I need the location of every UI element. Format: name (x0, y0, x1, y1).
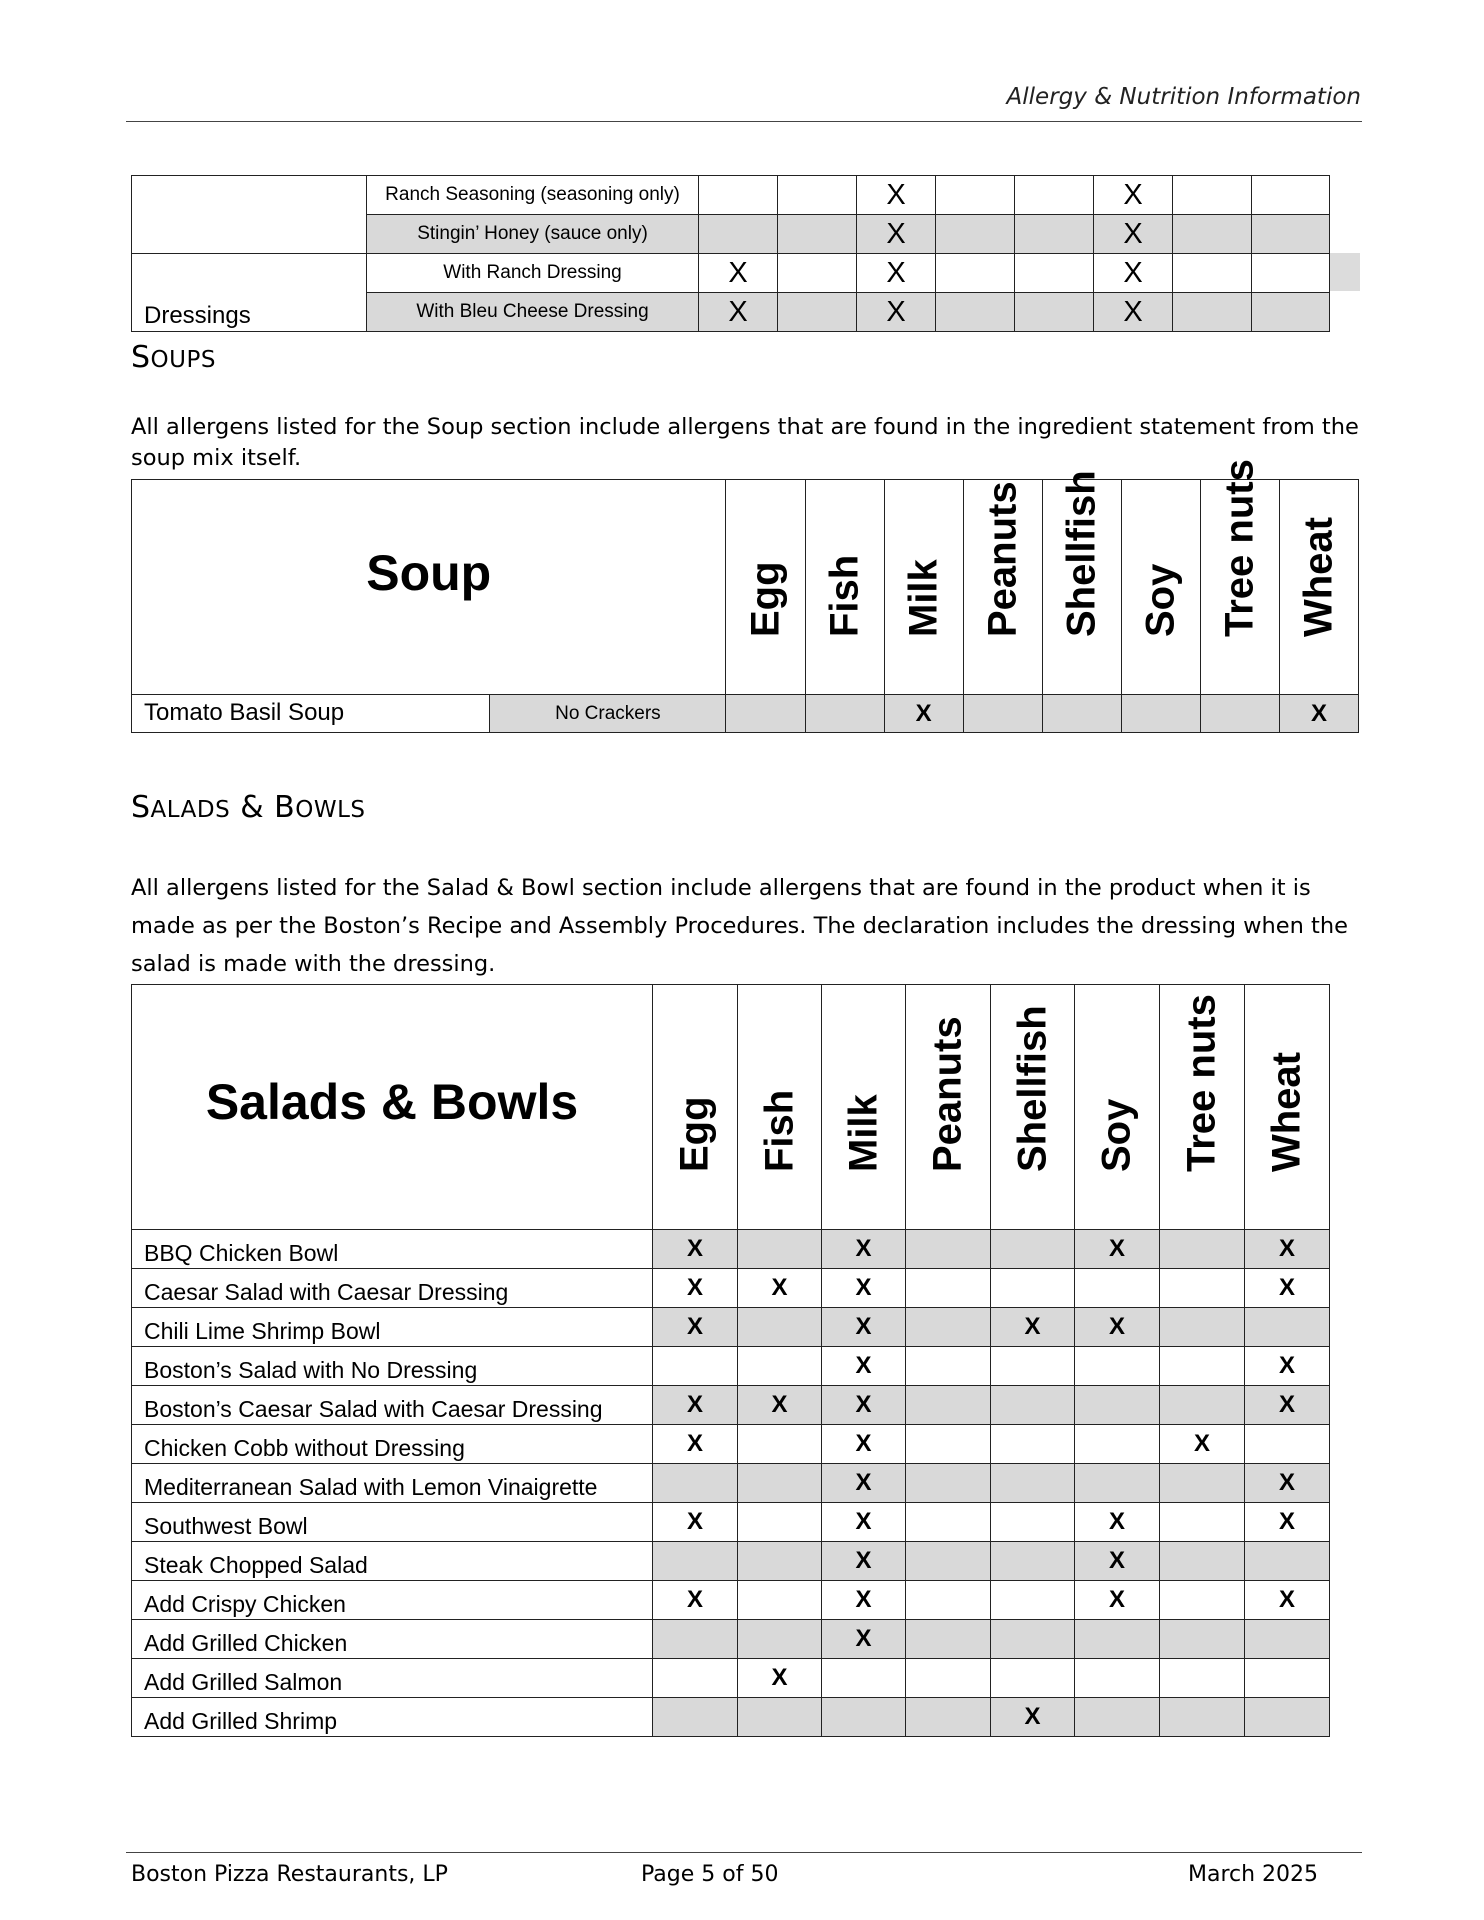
allergen-mark-soy (1075, 1698, 1160, 1737)
allergen-mark-egg (653, 1347, 738, 1386)
table-row (132, 1230, 1330, 1269)
allergen-mark-fish (778, 254, 857, 293)
allergen-mark-peanuts (906, 1581, 991, 1620)
allergen-mark-shellfish: X (991, 1308, 1075, 1347)
allergen-mark-tree-nuts (1160, 1464, 1245, 1503)
salad-item-label: Add Grilled Chicken (132, 1620, 653, 1659)
allergen-mark-shellfish (991, 1230, 1075, 1269)
allergen-mark-wheat: X (1245, 1464, 1330, 1503)
allergen-header-label: Shellfish (1010, 1005, 1054, 1172)
allergen-mark-tree-nuts (1160, 1542, 1245, 1581)
salad-item-label: Southwest Bowl (132, 1503, 653, 1542)
allergen-header-label: Milk (841, 1094, 885, 1172)
soups-description: All allergens listed for the Soup section include allergens that are found in the ingredient statement from the soup mix itself. (131, 414, 1359, 471)
allergen-mark-wheat (1245, 1542, 1330, 1581)
table-row (132, 1425, 1330, 1464)
allergen-mark-shellfish (1015, 254, 1094, 293)
allergen-mark-wheat (1252, 293, 1330, 332)
allergen-mark-tree-nuts (1160, 1659, 1245, 1698)
top-allergen-table (131, 175, 1330, 332)
allergen-mark-wheat: X (1245, 1503, 1330, 1542)
allergen-mark-tree-nuts (1200, 695, 1279, 733)
soup-header-fish (805, 480, 884, 695)
table-row (132, 1581, 1330, 1620)
allergen-mark-shellfish (991, 1425, 1075, 1464)
allergen-header-label: Wheat (1296, 517, 1341, 637)
allergen-mark-egg: X (653, 1503, 738, 1542)
allergen-mark-milk: X (857, 254, 936, 293)
allergen-mark-egg: X (653, 1308, 738, 1347)
allergen-mark-soy: X (1094, 176, 1173, 215)
allergen-mark-fish (778, 293, 857, 332)
salads-header-peanuts (906, 985, 991, 1230)
table-row (132, 254, 1330, 293)
allergen-mark-soy: X (1094, 293, 1173, 332)
allergen-mark-shellfish: X (991, 1698, 1075, 1737)
allergen-mark-peanuts (906, 1620, 991, 1659)
allergen-mark-fish: X (738, 1386, 822, 1425)
table-row (132, 176, 1330, 215)
salad-item-label: Mediterranean Salad with Lemon Vinaigrette (132, 1464, 653, 1503)
allergen-mark-peanuts (906, 1659, 991, 1698)
salad-item-label: Steak Chopped Salad (132, 1542, 653, 1581)
allergen-mark-wheat: X (1245, 1347, 1330, 1386)
allergen-mark-wheat: X (1245, 1581, 1330, 1620)
allergen-mark-fish (738, 1464, 822, 1503)
allergen-mark-milk: X (857, 293, 936, 332)
allergen-mark-tree-nuts (1160, 1386, 1245, 1425)
allergen-mark-shellfish (991, 1581, 1075, 1620)
allergen-mark-shellfish (1015, 293, 1094, 332)
allergen-mark-peanuts (906, 1269, 991, 1308)
allergen-mark-shellfish (991, 1269, 1075, 1308)
soup-item-option: No Crackers (490, 695, 726, 733)
allergen-mark-soy (1121, 695, 1200, 733)
allergen-mark-milk: X (822, 1503, 906, 1542)
allergen-mark-soy: X (1075, 1581, 1160, 1620)
allergen-mark-wheat (1245, 1425, 1330, 1464)
allergen-mark-milk: X (822, 1347, 906, 1386)
allergen-mark-milk: X (822, 1620, 906, 1659)
allergen-mark-soy (1075, 1386, 1160, 1425)
allergen-mark-egg (653, 1659, 738, 1698)
allergen-mark-milk: X (822, 1269, 906, 1308)
allergen-mark-soy (1075, 1425, 1160, 1464)
allergen-mark-peanuts (906, 1386, 991, 1425)
allergen-mark-shellfish (991, 1347, 1075, 1386)
salads-description: All allergens listed for the Salad & Bowl section include allergens that are found in the product when it is made as per the Boston’s Recipe and Assembly Procedures. The declaration includes the dressing when the salad is made with the dressing. (131, 875, 1348, 977)
allergen-mark-egg: X (653, 1425, 738, 1464)
allergen-mark-egg: X (653, 1581, 738, 1620)
allergen-mark-wheat (1245, 1698, 1330, 1737)
salad-item-label: BBQ Chicken Bowl (132, 1230, 653, 1269)
allergen-header-label: Soy (1138, 563, 1183, 637)
table-row (132, 1659, 1330, 1698)
allergen-mark-milk (822, 1698, 906, 1737)
allergen-mark-wheat: X (1245, 1386, 1330, 1425)
allergen-mark-shellfish (1042, 695, 1121, 733)
allergen-mark-milk: X (857, 215, 936, 254)
footer-divider (126, 1852, 1362, 1853)
allergen-mark-peanuts (906, 1308, 991, 1347)
item-label: With Ranch Dressing (367, 254, 699, 293)
allergen-mark-tree-nuts (1173, 293, 1252, 332)
allergen-header-label: Shellfish (1059, 470, 1104, 637)
allergen-mark-peanuts (936, 254, 1015, 293)
salads-header-egg (653, 985, 738, 1230)
allergen-mark-fish (738, 1542, 822, 1581)
group-label-dressings: Dressings (132, 254, 367, 332)
salads-heading-rest-2: OWLS (295, 797, 366, 823)
allergen-mark-tree-nuts (1160, 1620, 1245, 1659)
allergen-mark-milk: X (857, 176, 936, 215)
allergen-mark-wheat (1252, 254, 1330, 293)
allergen-mark-tree-nuts (1160, 1698, 1245, 1737)
allergen-mark-egg (653, 1620, 738, 1659)
allergen-mark-shellfish (991, 1503, 1075, 1542)
allergen-mark-egg (699, 176, 778, 215)
salad-item-label: Caesar Salad with Caesar Dressing (132, 1269, 653, 1308)
salads-table-title: Salads & Bowls (132, 985, 653, 1230)
allergen-mark-shellfish (1015, 176, 1094, 215)
soup-header-wheat (1279, 480, 1358, 695)
allergen-mark-fish: X (738, 1659, 822, 1698)
allergen-mark-peanuts (906, 1464, 991, 1503)
allergen-mark-soy (1075, 1347, 1160, 1386)
allergen-mark-fish (738, 1230, 822, 1269)
allergen-mark-fish (738, 1347, 822, 1386)
allergen-mark-soy (1075, 1269, 1160, 1308)
allergen-mark-fish (738, 1620, 822, 1659)
allergen-header-label: Tree nuts (1217, 459, 1262, 637)
allergen-mark-tree-nuts (1160, 1230, 1245, 1269)
allergen-mark-egg (726, 695, 805, 733)
allergen-mark-soy (1075, 1620, 1160, 1659)
allergen-mark-wheat: X (1245, 1230, 1330, 1269)
salad-item-label: Add Crispy Chicken (132, 1581, 653, 1620)
allergen-mark-tree-nuts (1173, 254, 1252, 293)
allergen-mark-soy: X (1075, 1503, 1160, 1542)
allergen-mark-shellfish (1015, 215, 1094, 254)
salads-heading-amp: & (240, 790, 265, 825)
allergen-mark-egg (653, 1698, 738, 1737)
allergen-mark-soy: X (1075, 1308, 1160, 1347)
allergen-mark-milk: X (822, 1386, 906, 1425)
salad-item-label: Chili Lime Shrimp Bowl (132, 1308, 653, 1347)
allergen-header-label: Soy (1094, 1098, 1139, 1172)
allergen-mark-tree-nuts (1160, 1503, 1245, 1542)
soup-header-shellfish (1042, 470, 1121, 695)
allergen-mark-soy: X (1094, 215, 1173, 254)
allergen-mark-tree-nuts (1160, 1347, 1245, 1386)
table-row (132, 1308, 1330, 1347)
allergen-mark-milk: X (822, 1542, 906, 1581)
table-row (132, 1542, 1330, 1581)
allergen-mark-wheat (1245, 1659, 1330, 1698)
allergen-mark-milk: X (822, 1464, 906, 1503)
allergen-mark-fish (738, 1698, 822, 1737)
salad-item-label: Boston’s Caesar Salad with Caesar Dressing (132, 1386, 653, 1425)
salads-header-fish (738, 985, 822, 1230)
allergen-mark-peanuts (906, 1425, 991, 1464)
soup-allergen-table (131, 459, 1359, 733)
allergen-mark-fish (778, 215, 857, 254)
allergen-mark-soy (1075, 1464, 1160, 1503)
salads-header-milk (822, 985, 906, 1230)
allergen-mark-wheat (1245, 1308, 1330, 1347)
allergen-mark-fish (738, 1308, 822, 1347)
allergen-mark-egg (699, 215, 778, 254)
allergen-mark-soy (1075, 1659, 1160, 1698)
salads-heading-initial-1: S (131, 790, 151, 825)
salad-item-label: Add Grilled Shrimp (132, 1698, 653, 1737)
allergen-mark-egg: X (699, 254, 778, 293)
allergen-header-label: Wheat (1264, 1052, 1309, 1172)
salads-header-soy (1075, 985, 1160, 1230)
table-row (132, 1620, 1330, 1659)
allergen-mark-tree-nuts (1160, 1269, 1245, 1308)
allergen-mark-wheat: X (1245, 1269, 1330, 1308)
soup-table-title: Soup (132, 480, 726, 695)
soup-header-peanuts (963, 480, 1042, 695)
allergen-mark-shellfish (991, 1620, 1075, 1659)
salads-header-shellfish (991, 985, 1075, 1230)
item-label: Ranch Seasoning (seasoning only) (367, 176, 699, 215)
allergen-mark-shellfish (991, 1542, 1075, 1581)
allergen-mark-wheat: X (1279, 695, 1358, 733)
allergen-header-label: Peanuts (980, 481, 1025, 637)
allergen-header-label: Milk (901, 559, 946, 637)
allergen-mark-soy: X (1094, 254, 1173, 293)
allergen-mark-fish (738, 1503, 822, 1542)
allergen-mark-peanuts (906, 1503, 991, 1542)
allergen-mark-milk (822, 1659, 906, 1698)
allergen-mark-peanuts (936, 293, 1015, 332)
allergen-mark-peanuts (936, 215, 1015, 254)
salads-heading-initial-2: B (274, 790, 296, 825)
allergen-mark-fish (805, 695, 884, 733)
soup-header-milk (884, 480, 963, 695)
allergen-mark-egg (653, 1542, 738, 1581)
soups-heading-rest: OUPS (150, 347, 216, 373)
document-header-title: Allergy & Nutrition Information (1006, 84, 1361, 110)
table-row (132, 1347, 1330, 1386)
item-label: Stingin’ Honey (sauce only) (367, 215, 699, 254)
allergen-header-label: Tree nuts (1179, 994, 1224, 1172)
allergen-mark-egg: X (653, 1269, 738, 1308)
footer-company: Boston Pizza Restaurants, LP (131, 1862, 448, 1887)
allergen-header-label: Egg (743, 561, 788, 637)
shaded-margin-block (1330, 253, 1360, 291)
footer-date: March 2025 (1188, 1862, 1319, 1887)
allergen-mark-peanuts (936, 176, 1015, 215)
soups-heading-initial: S (131, 340, 151, 375)
allergen-mark-egg (653, 1464, 738, 1503)
allergen-mark-wheat (1252, 215, 1330, 254)
footer-page-number: Page 5 of 50 (641, 1862, 779, 1887)
salads-header-wheat (1245, 985, 1330, 1230)
allergen-header-label: Peanuts (925, 1016, 970, 1172)
salad-item-label: Boston’s Salad with No Dressing (132, 1347, 653, 1386)
allergen-mark-shellfish (991, 1659, 1075, 1698)
allergen-header-label: Fish (757, 1089, 801, 1172)
salad-item-label: Add Grilled Salmon (132, 1659, 653, 1698)
allergen-mark-wheat (1245, 1620, 1330, 1659)
allergen-mark-egg: X (653, 1386, 738, 1425)
allergen-mark-tree-nuts (1173, 176, 1252, 215)
allergen-mark-egg: X (653, 1230, 738, 1269)
soup-item-label: Tomato Basil Soup (132, 695, 490, 733)
soups-heading (131, 340, 216, 375)
table-row (132, 1503, 1330, 1542)
soup-header-tree-nuts (1200, 459, 1279, 695)
allergen-mark-fish (738, 1581, 822, 1620)
salads-header-tree-nuts (1160, 985, 1245, 1230)
allergen-mark-soy: X (1075, 1230, 1160, 1269)
item-label: With Bleu Cheese Dressing (367, 293, 699, 332)
allergen-header-label: Egg (672, 1096, 717, 1172)
allergen-mark-tree-nuts (1160, 1581, 1245, 1620)
allergen-mark-milk: X (822, 1425, 906, 1464)
allergen-mark-wheat (1252, 176, 1330, 215)
allergen-mark-egg: X (699, 293, 778, 332)
salads-allergen-table (131, 984, 1330, 1737)
allergen-mark-peanuts (906, 1230, 991, 1269)
salads-heading-rest-1: ALADS (150, 797, 231, 823)
allergen-mark-peanuts (906, 1698, 991, 1737)
allergen-mark-milk: X (822, 1230, 906, 1269)
allergen-mark-tree-nuts (1160, 1308, 1245, 1347)
table-row (132, 1698, 1330, 1737)
table-row (132, 1269, 1330, 1308)
allergen-mark-milk: X (884, 695, 963, 733)
soup-header-soy (1121, 480, 1200, 695)
table-row (132, 1464, 1330, 1503)
soup-header-egg (726, 480, 805, 695)
header-divider (126, 121, 1362, 122)
group-cell-blank (132, 176, 367, 254)
allergen-mark-peanuts (963, 695, 1042, 733)
table-row (132, 1386, 1330, 1425)
allergen-mark-shellfish (991, 1386, 1075, 1425)
allergen-mark-tree-nuts: X (1160, 1425, 1245, 1464)
allergen-mark-peanuts (906, 1542, 991, 1581)
allergen-mark-fish (778, 176, 857, 215)
allergen-mark-shellfish (991, 1464, 1075, 1503)
allergen-mark-milk: X (822, 1581, 906, 1620)
allergen-mark-fish (738, 1425, 822, 1464)
allergen-mark-soy: X (1075, 1542, 1160, 1581)
allergen-mark-fish: X (738, 1269, 822, 1308)
allergen-header-label: Fish (822, 554, 867, 637)
allergen-mark-milk: X (822, 1308, 906, 1347)
salad-item-label: Chicken Cobb without Dressing (132, 1425, 653, 1464)
salads-heading (131, 790, 366, 825)
allergen-mark-tree-nuts (1173, 215, 1252, 254)
allergen-mark-peanuts (906, 1347, 991, 1386)
